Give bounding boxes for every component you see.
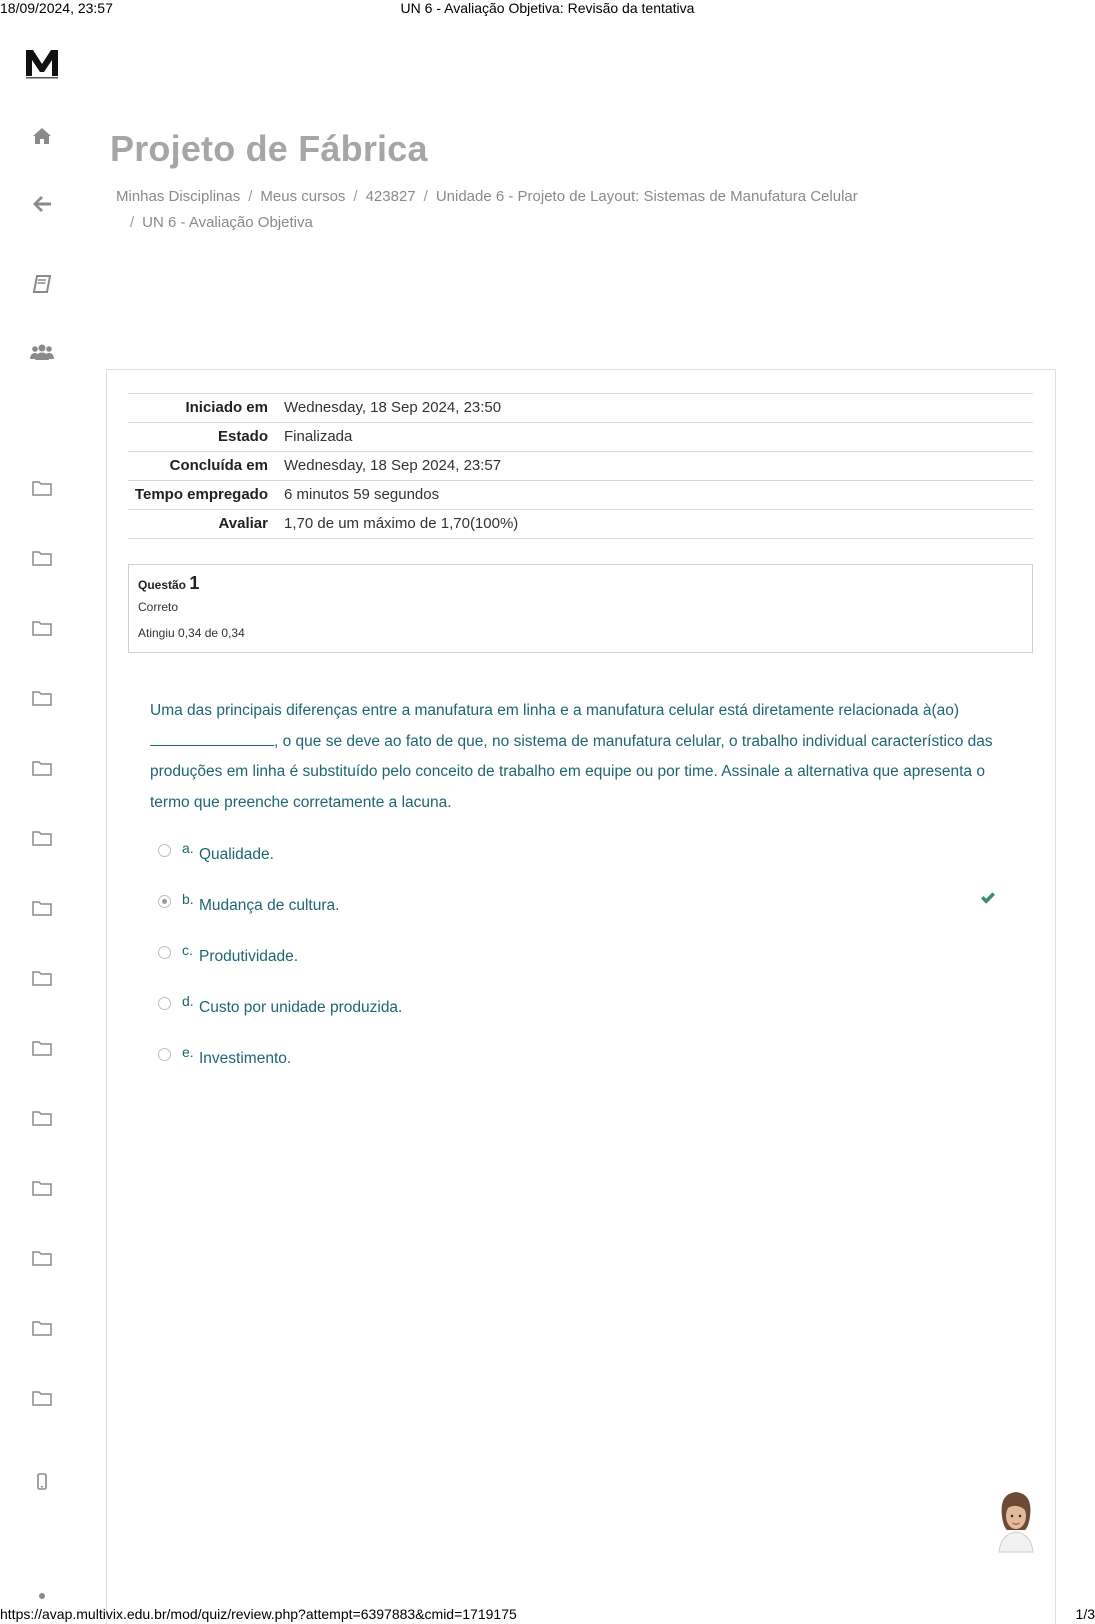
answer-letter: c. <box>182 942 193 958</box>
answer-text: Investimento. <box>199 1050 292 1067</box>
question-blank <box>150 730 274 746</box>
sidebar <box>0 18 86 1606</box>
page-title: Projeto de Fábrica <box>110 128 428 169</box>
summary-row-state <box>128 423 1033 452</box>
summary-label: Estado <box>217 428 268 445</box>
answer-option-a[interactable] <box>158 838 1008 868</box>
summary-label: Avaliar <box>218 515 268 532</box>
folder-icon[interactable] <box>26 1104 58 1132</box>
folder-icon[interactable] <box>26 1174 58 1202</box>
folder-icon[interactable] <box>26 1314 58 1342</box>
answer-radio-selected[interactable] <box>158 895 171 908</box>
answer-letter: d. <box>182 993 194 1009</box>
attempt-summary-table <box>128 393 1033 539</box>
summary-row-completed <box>128 452 1033 481</box>
folder-icon[interactable] <box>26 1244 58 1272</box>
summary-value: 6 minutos 59 segundos <box>284 486 440 503</box>
folder-icon[interactable] <box>26 544 58 572</box>
answer-text: Custo por unidade produzida. <box>199 999 403 1016</box>
multivix-logo-icon[interactable] <box>24 46 64 82</box>
breadcrumb-separator: / <box>130 214 135 231</box>
summary-row-started <box>128 394 1033 423</box>
question-text <box>150 696 1020 818</box>
summary-value: Wednesday, 18 Sep 2024, 23:57 <box>284 457 502 474</box>
summary-label: Tempo empregado <box>134 486 268 503</box>
answer-radio[interactable] <box>158 1048 171 1061</box>
breadcrumb-item-my-courses[interactable]: Meus cursos <box>260 188 346 205</box>
assistant-avatar-icon[interactable] <box>993 1486 1039 1556</box>
answer-text: Mudança de cultura. <box>199 897 340 914</box>
question-number <box>138 573 1023 594</box>
arrow-left-icon[interactable] <box>26 190 58 218</box>
folder-icon[interactable] <box>26 614 58 642</box>
breadcrumb <box>116 184 1016 236</box>
question-text-before: Uma das principais diferenças entre a manufatura em linha e a manufatura celular está diretamente relacionada à(ao) <box>150 702 960 719</box>
print-document-title: UN 6 - Avaliação Objetiva: Revisão da tentativa <box>400 0 695 16</box>
print-page-number: 1/3 <box>1075 1606 1095 1622</box>
answer-radio[interactable] <box>158 997 171 1010</box>
question-grade: Atingiu 0,34 de 0,34 <box>138 626 245 640</box>
mobile-icon[interactable] <box>26 1468 58 1496</box>
answer-radio[interactable] <box>158 946 171 959</box>
summary-label: Concluída em <box>169 457 268 474</box>
home-icon[interactable] <box>26 122 58 150</box>
print-footer <box>0 1606 1095 1624</box>
answer-option-b[interactable] <box>158 889 1008 919</box>
summary-value: 1,70 de um máximo de 1,70(100%) <box>284 515 519 532</box>
folder-icon[interactable] <box>26 1384 58 1412</box>
folder-icon[interactable] <box>26 824 58 852</box>
breadcrumb-item-unit[interactable]: Unidade 6 - Projeto de Layout: Sistemas de Manufatura Celular <box>435 188 858 205</box>
print-datetime: 18/09/2024, 23:57 <box>0 0 113 16</box>
book-icon[interactable] <box>26 270 58 298</box>
answer-letter: e. <box>182 1044 194 1060</box>
folder-icon[interactable] <box>26 754 58 782</box>
breadcrumb-separator: / <box>248 188 253 205</box>
answer-letter: a. <box>182 840 194 856</box>
question-info-box <box>128 564 1033 653</box>
summary-value: Finalizada <box>284 428 353 445</box>
question-label: Questão <box>138 578 187 592</box>
question-number-value: 1 <box>189 573 200 593</box>
print-header <box>0 0 1095 18</box>
answer-option-e[interactable] <box>158 1042 1008 1072</box>
breadcrumb-item-my-disciplines[interactable]: Minhas Disciplinas <box>116 188 241 205</box>
folder-icon[interactable] <box>26 894 58 922</box>
user-icon[interactable] <box>26 1580 58 1606</box>
breadcrumb-separator: / <box>353 188 358 205</box>
answer-text: Qualidade. <box>199 846 274 863</box>
breadcrumb-item-quiz[interactable]: UN 6 - Avaliação Objetiva <box>142 214 313 231</box>
question-text-after: , o que se deve ao fato de que, no sistema de manufatura celular, o trabalho individual característico das produções em linha é substituído pelo conceito de trabalho em equipe ou por time. Assinale a alternativa que apresenta o termo que preenche corretamente a lacuna. <box>150 732 993 811</box>
answer-text: Produtividade. <box>199 948 299 965</box>
folder-icon[interactable] <box>26 684 58 712</box>
summary-value: Wednesday, 18 Sep 2024, 23:50 <box>284 399 502 416</box>
folder-icon[interactable] <box>26 474 58 502</box>
summary-row-grade <box>128 510 1033 539</box>
answer-letter: b. <box>182 891 194 907</box>
answer-option-c[interactable] <box>158 940 1008 970</box>
breadcrumb-separator: / <box>423 188 428 205</box>
correct-check-icon <box>980 891 996 907</box>
users-icon[interactable] <box>26 338 58 366</box>
breadcrumb-item-course-id[interactable]: 423827 <box>365 188 416 205</box>
folder-icon[interactable] <box>26 964 58 992</box>
folder-icon[interactable] <box>26 1034 58 1062</box>
summary-label: Iniciado em <box>185 399 268 416</box>
print-url: https://avap.multivix.edu.br/mod/quiz/review.php?attempt=6397883&cmid=1719175 <box>0 1606 517 1622</box>
summary-row-time-taken <box>128 481 1033 510</box>
question-state: Correto <box>138 600 179 614</box>
answer-option-d[interactable] <box>158 991 1008 1021</box>
answer-radio[interactable] <box>158 844 171 857</box>
